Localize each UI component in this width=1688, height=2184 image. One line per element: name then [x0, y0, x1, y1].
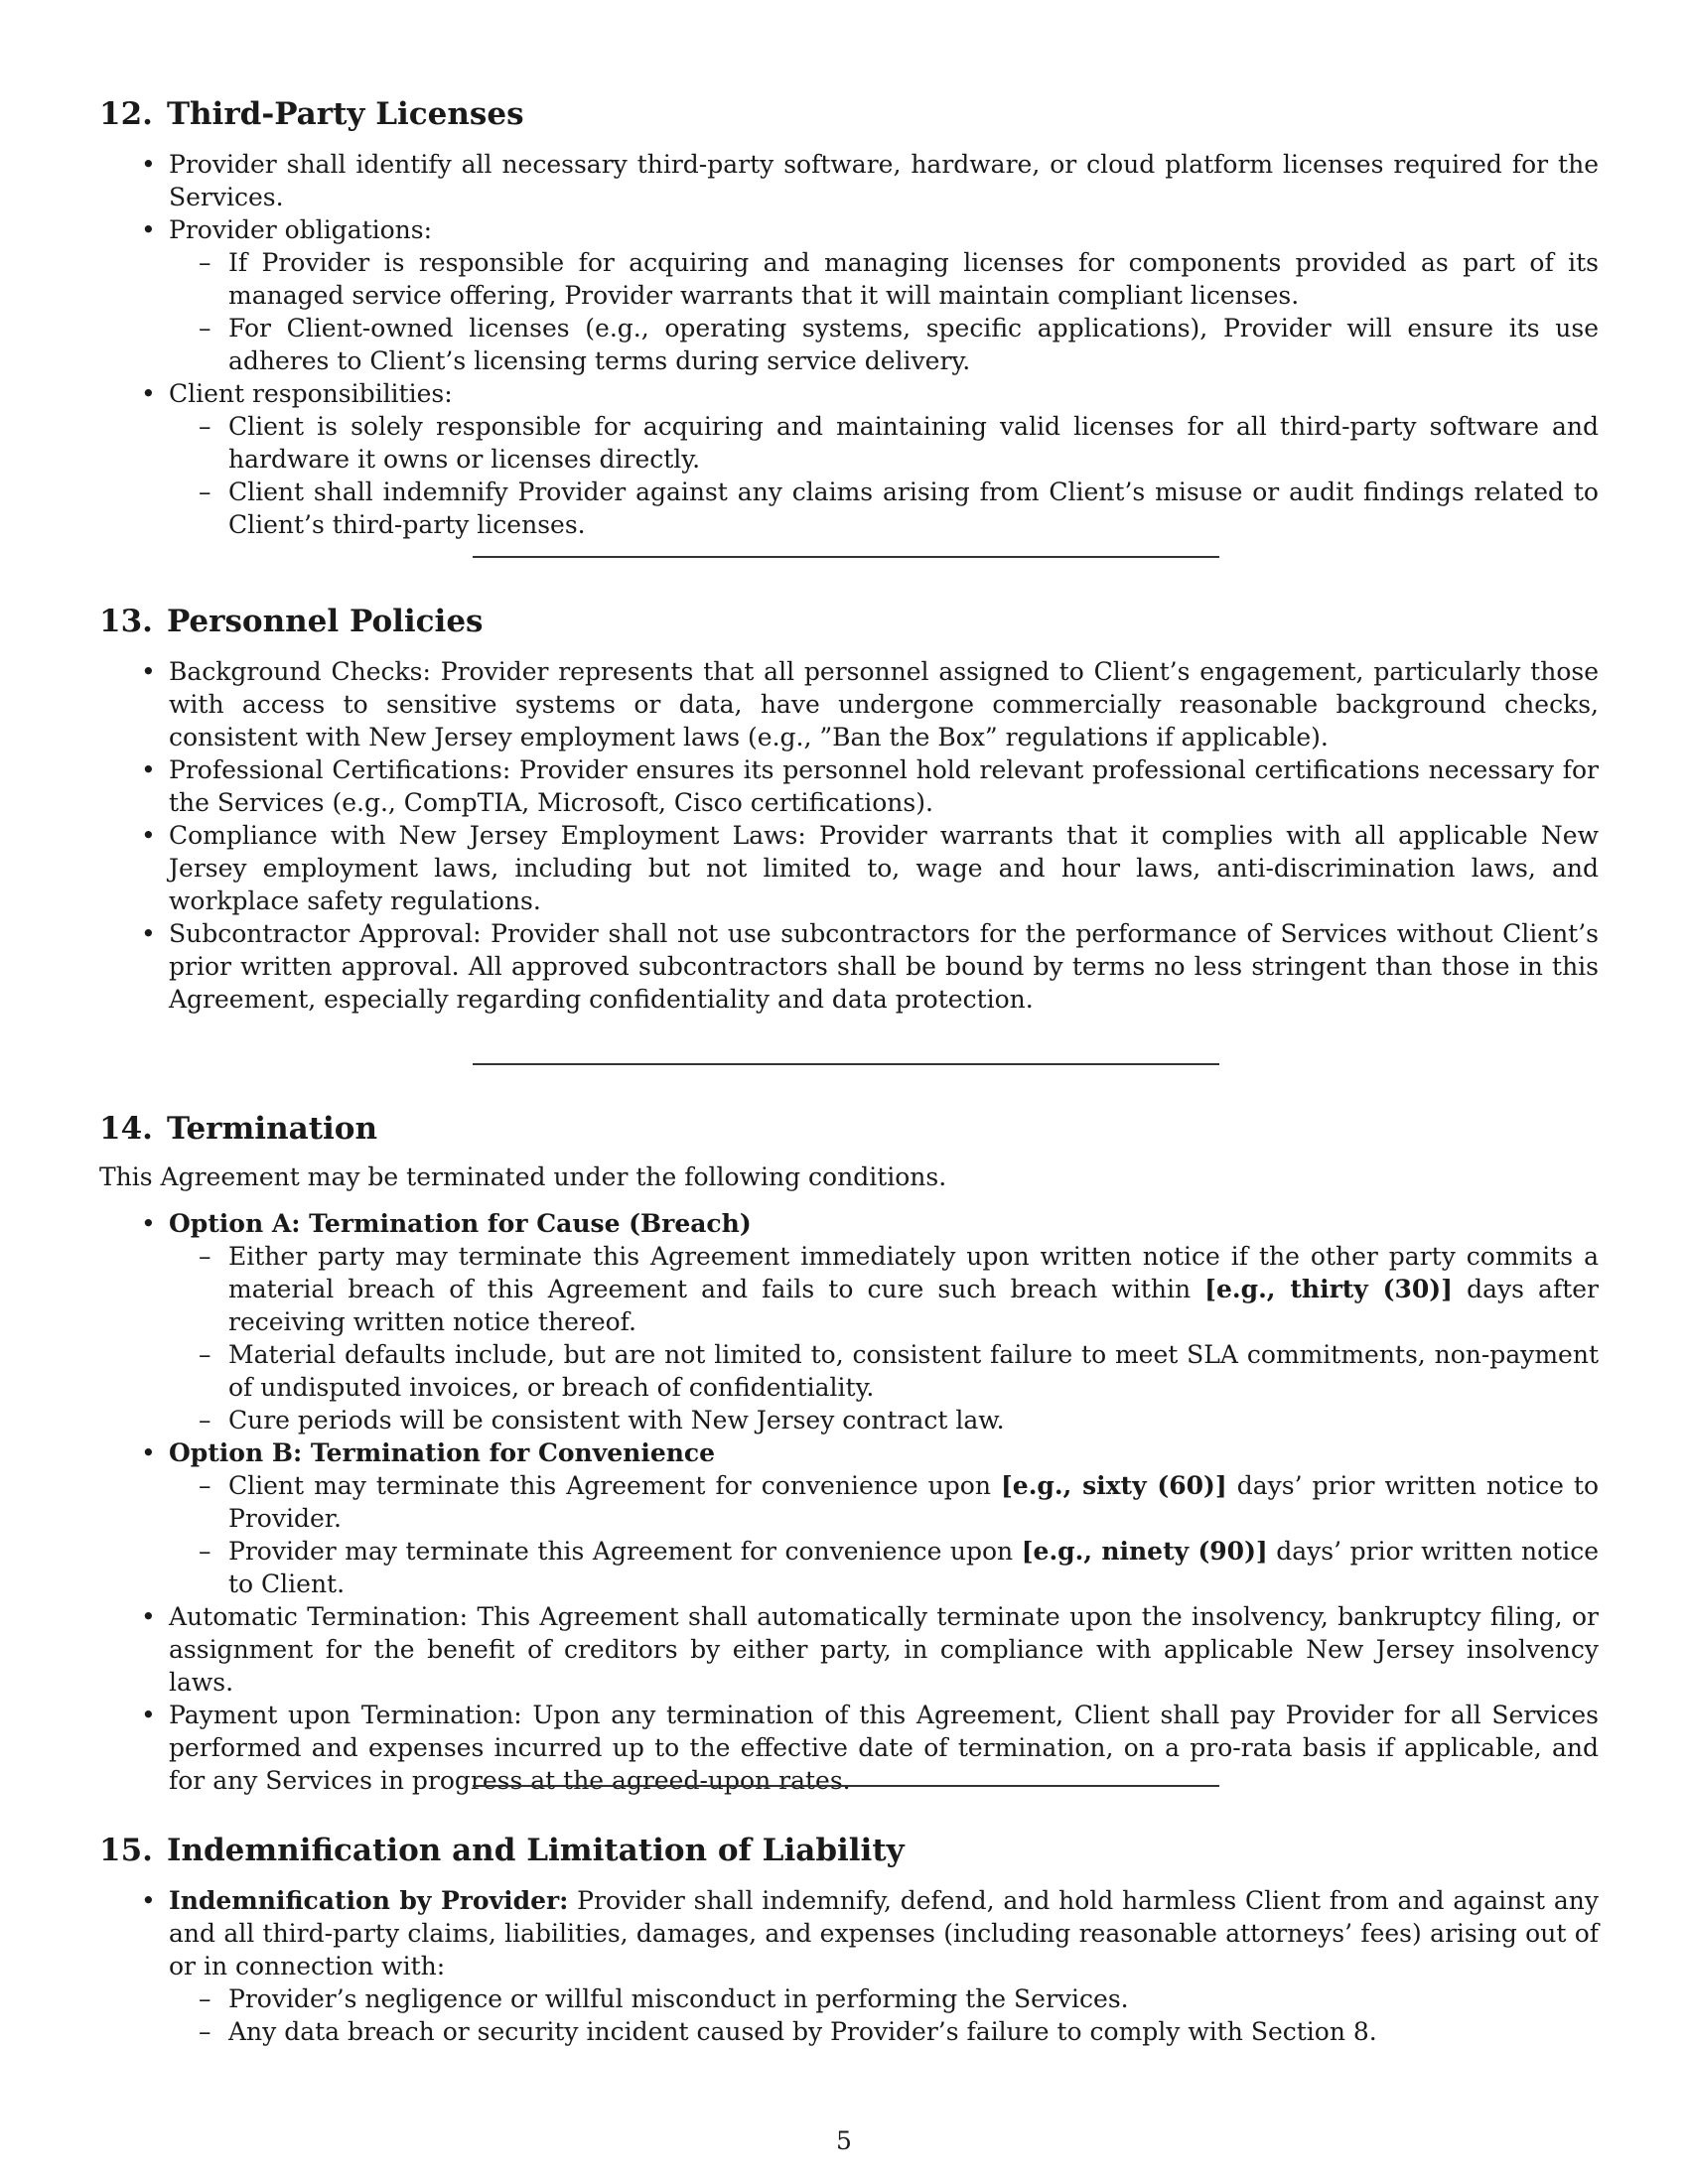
list-item: • Indemnification by Provider: Provider shall indemnify, defend, and hold harmless Client from and against any and all third-party claims, liabilities, damages, and expenses (including reasonable attorneys’ fees) arising out of or in connection with: – Provider’s negligence or willful misconduct in performing the Services. – Any data breach or security incident caused by Provider’s failure to comply with Section 8. [99, 1884, 1599, 2048]
list-item: • Client responsibilities: – Client is solely responsible for acquiring and maintaining valid licenses for all third-party software and hardware it owns or licenses directly. – Client shall indemnify Provider against any claims arising from Client’s misuse or audit findings related to Client’s third-party licenses. [99, 377, 1599, 541]
sub-list [169, 410, 1599, 541]
sub-list-item: – Any data breach or security incident caused by Provider’s failure to comply with Section 8. [169, 2015, 1599, 2048]
section-heading: 12. Third-Party Licenses [99, 96, 524, 132]
sub-list [169, 1240, 1599, 1436]
section-heading: 14. Termination [99, 1111, 378, 1147]
sub-list-item: – Cure periods will be consistent with New Jersey contract law. [169, 1404, 1599, 1436]
sub-list-item: – Provider’s negligence or willful misconduct in performing the Services. [169, 1982, 1599, 2015]
section-15 [99, 1831, 1599, 2048]
section-heading: 15. Indemnification and Limitation of Liability [99, 1833, 905, 1868]
section-divider [473, 1063, 1219, 1065]
section-intro: This Agreement may be terminated under the following conditions. [99, 1162, 947, 1191]
list-item: • Automatic Termination: This Agreement shall automatically terminate upon the insolvency, bankruptcy filing, or assignment for the benefit of creditors by either party, in compliance with applicable New Jersey insolvency laws. [99, 1600, 1599, 1699]
list-item: • Provider obligations: – If Provider is responsible for acquiring and managing licenses for components provided as part of its managed service offering, Provider warrants that it will maintain compliant licenses. – For Client-owned licenses (e.g., operating systems, specific applications), Provider will ensure its use adheres to Client’s licensing terms during service delivery. [99, 213, 1599, 377]
section-14 [99, 1109, 1599, 1797]
list-item: • Subcontractor Approval: Provider shall not use subcontractors for the performance of Services without Client’s prior written approval. All approved subcontractors shall be bound by terms no less stringent than those in this Agreement, especially regarding confidentiality and data protection. [99, 917, 1599, 1016]
list-item: • Option A: Termination for Cause (Breach) – Either party may terminate this Agreement immediately upon written notice if the other party commits a material breach of this Agreement and fails to cure such breach within [e.g., thirty (30)] days after receiving written notice thereof. – Material defaults include, but are not limited to, consistent failure to meet SLA commitments, non-payment of undisputed invoices, or breach of confidentiality. – Cure periods will be consistent with New Jersey contract law. [99, 1207, 1599, 1436]
list-item: • Provider shall identify all necessary third-party software, hardware, or cloud platform licenses required for the Services. [99, 148, 1599, 213]
section-divider [473, 1785, 1219, 1787]
sub-list-item: – Client is solely responsible for acquiring and maintaining valid licenses for all third-party software and hardware it owns or licenses directly. [169, 410, 1599, 476]
list-item: • Professional Certifications: Provider ensures its personnel hold relevant professional certifications necessary for the Services (e.g., CompTIA, Microsoft, Cisco certifications). [99, 753, 1599, 819]
sub-list [169, 246, 1599, 377]
page-number: 5 [836, 2126, 852, 2155]
bullet-list [99, 148, 1599, 541]
list-item: • Background Checks: Provider represents that all personnel assigned to Client’s engagement, particularly those with access to sensitive systems or data, have undergone commercially reasonable background checks, consistent with New Jersey employment laws (e.g., ”Ban the Box” regulations if applicable). [99, 655, 1599, 753]
list-item: • Option B: Termination for Convenience – Client may terminate this Agreement for convenience upon [e.g., sixty (60)] days’ prior written notice to Provider. – Provider may terminate this Agreement for convenience upon [e.g., ninety (90)] days’ prior written notice to Client. [99, 1436, 1599, 1600]
sub-list-item: – Material defaults include, but are not limited to, consistent failure to meet SLA commitments, non-payment of undisputed invoices, or breach of confidentiality. [169, 1338, 1599, 1404]
list-item: • Compliance with New Jersey Employment Laws: Provider warrants that it complies with all applicable New Jersey employment laws, including but not limited to, wage and hour laws, anti-discrimination laws, and workplace safety regulations. [99, 819, 1599, 917]
bullet-list [99, 1207, 1599, 1797]
bullet-list [99, 655, 1599, 1016]
sub-list-item: – If Provider is responsible for acquiring and managing licenses for components provided as part of its managed service offering, Provider warrants that it will maintain compliant licenses. [169, 246, 1599, 312]
section-13 [99, 602, 1599, 1016]
sub-list-item: – Provider may terminate this Agreement for convenience upon [e.g., ninety (90)] days’ prior written notice to Client. [169, 1535, 1599, 1600]
sub-list-item: – Client shall indemnify Provider against any claims arising from Client’s misuse or audit findings related to Client’s third-party licenses. [169, 476, 1599, 541]
list-item: • Payment upon Termination: Upon any termination of this Agreement, Client shall pay Provider for all Services performed and expenses incurred up to the effective date of termination, on a pro-rata basis if applicable, and for any Services in progress at the agreed-upon rates. [99, 1699, 1599, 1797]
sub-list-item: – For Client-owned licenses (e.g., operating systems, specific applications), Provider will ensure its use adheres to Client’s licensing terms during service delivery. [169, 312, 1599, 377]
sub-list [169, 1469, 1599, 1600]
sub-list-item: – Client may terminate this Agreement for convenience upon [e.g., sixty (60)] days’ prior written notice to Provider. [169, 1469, 1599, 1535]
section-divider [473, 556, 1219, 558]
bullet-list [99, 1884, 1599, 2048]
section-heading: 13. Personnel Policies [99, 604, 484, 639]
sub-list [169, 1982, 1599, 2048]
sub-list-item: – Either party may terminate this Agreement immediately upon written notice if the other party commits a material breach of this Agreement and fails to cure such breach within [e.g., thirty (30)] days after receiving written notice thereof. [169, 1240, 1599, 1338]
section-12 [99, 94, 1599, 541]
